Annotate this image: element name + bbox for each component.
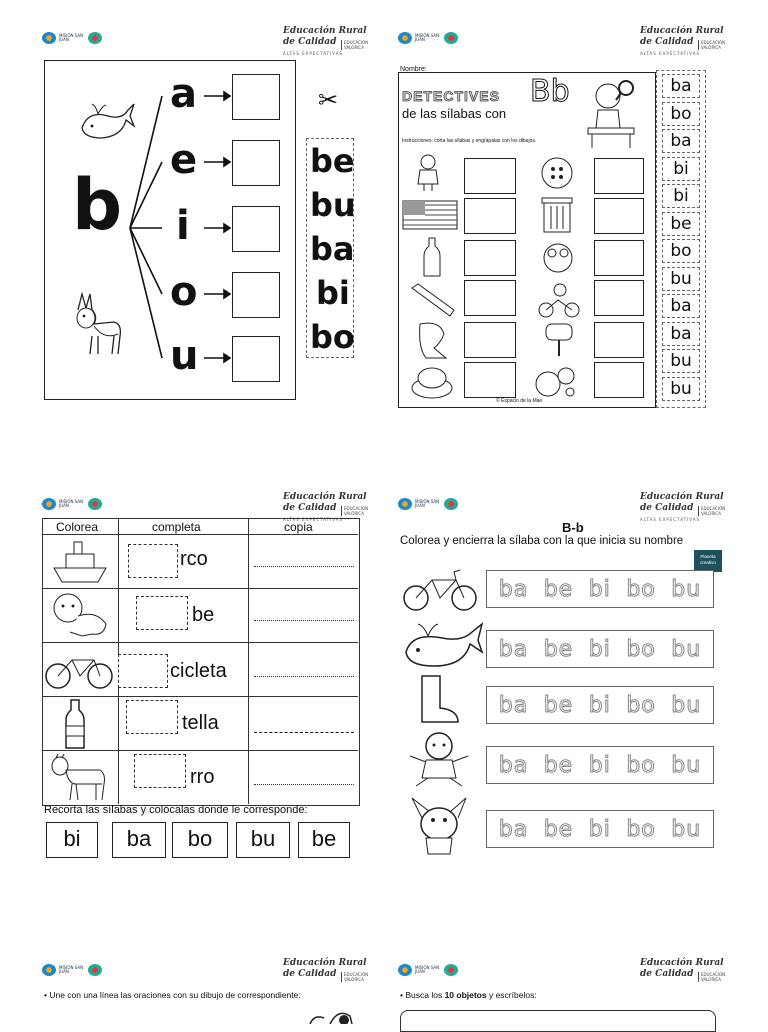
donkey-picture — [70, 290, 126, 358]
brand-block — [640, 26, 724, 59]
foundation-logo-icon — [444, 964, 458, 976]
copy-line[interactable] — [254, 784, 354, 785]
food-picture — [410, 362, 454, 400]
brand-sub: ALTAS EXPECTATIVAS — [640, 517, 701, 522]
header-logos — [42, 32, 102, 44]
flag-picture — [402, 200, 458, 230]
logo-text: MISIÓN SAN JUAN — [59, 33, 84, 42]
syllable-option[interactable]: ba — [498, 816, 529, 842]
syllable-option[interactable]: be — [543, 576, 574, 602]
syllable-option[interactable]: bu — [671, 816, 702, 842]
logo-text: MISIÓN SAN JUAN — [59, 499, 84, 508]
syllable-option[interactable]: bi — [588, 752, 611, 778]
school-logo-icon — [42, 964, 56, 976]
fill-box[interactable] — [118, 654, 168, 688]
fill-box[interactable] — [136, 596, 188, 630]
answer-box[interactable] — [464, 362, 516, 398]
foundation-logo-icon — [444, 498, 458, 510]
school-logo-icon — [42, 32, 56, 44]
ending-rro: rro — [190, 766, 215, 788]
tile-bo: bo — [187, 826, 213, 851]
row-divider — [42, 750, 358, 751]
bicycle-picture — [44, 646, 114, 692]
instruction-post: y escríbelos: — [486, 990, 537, 1000]
bicycle-picture — [402, 566, 478, 612]
brand-side1: EDUCACIÓN — [344, 972, 369, 977]
answer-box[interactable] — [594, 198, 644, 234]
syllable-choice-row — [486, 746, 714, 784]
vowel-e: e — [170, 137, 198, 183]
strip-syllable-box[interactable] — [662, 184, 700, 208]
brand-line2: de Calidad — [283, 503, 337, 513]
logo-text: MISIÓN SAN JUAN — [415, 499, 440, 508]
copy-line[interactable] — [254, 676, 354, 677]
syllable-option[interactable]: bo — [626, 816, 656, 842]
brand-side2: VALÓRICA — [701, 511, 721, 516]
strip-syllable: bo — [670, 241, 692, 261]
answer-box[interactable] — [594, 158, 644, 194]
row-divider — [42, 696, 358, 697]
vowel-o: o — [170, 269, 198, 315]
tile-bi: bi — [63, 826, 81, 851]
hidden-objects-frame — [400, 1010, 716, 1032]
instruction: Colorea y encierra la sílaba con la que inicia su nombre — [400, 535, 684, 547]
instructions: Instrucciones: corta las sílabas y engrápalas con los dibujos. — [402, 138, 537, 144]
tile-ba: ba — [126, 826, 152, 851]
donkey-picture — [46, 754, 114, 802]
strip-syllable-box[interactable] — [662, 74, 700, 98]
syllable-option[interactable]: bo — [626, 576, 656, 602]
strip-syllable: ba — [670, 131, 692, 151]
syllable-option[interactable]: ba — [498, 692, 529, 718]
strip-syllable-box[interactable] — [662, 212, 700, 236]
brand-line2: de Calidad — [640, 969, 694, 979]
brand-side1: EDUCACIÓN — [701, 506, 726, 511]
syllable-choice-row — [486, 570, 714, 608]
syllable-option[interactable]: ba — [498, 576, 529, 602]
logo-text: MISIÓN SAN JUAN — [415, 33, 440, 42]
brand-line1: Educación Rural — [640, 958, 724, 968]
row-divider — [42, 588, 358, 589]
syllable-option[interactable]: bi — [588, 636, 611, 662]
brand-sub: ALTAS EXPECTATIVAS — [283, 517, 344, 522]
boot-picture — [416, 674, 462, 726]
syllable-option[interactable]: bo — [626, 752, 656, 778]
strip-syllable-box[interactable] — [662, 157, 700, 181]
strip-syllable-box[interactable] — [662, 294, 700, 318]
answer-box[interactable] — [594, 280, 644, 316]
syllable-choice-row — [486, 810, 714, 848]
copy-line[interactable] — [254, 566, 354, 567]
answer-box[interactable] — [464, 158, 516, 194]
answer-box[interactable] — [594, 362, 644, 398]
foundation-logo-icon — [88, 32, 102, 44]
brand-sub: ALTAS EXPECTATIVAS — [283, 51, 344, 56]
brand-sub: ALTAS EXPECTATIVAS — [640, 51, 701, 56]
syllable-choice-row — [486, 686, 714, 724]
girl-picture — [408, 152, 448, 192]
header-colorea: Colorea — [56, 520, 99, 534]
foundation-logo-icon — [88, 498, 102, 510]
syllable-option[interactable]: be — [543, 692, 574, 718]
syllable-option[interactable]: ba — [498, 636, 529, 662]
brand-line1: Educación Rural — [640, 492, 724, 502]
header-logos — [398, 498, 458, 510]
answer-box[interactable] — [464, 198, 516, 234]
strip-syllable: bi — [673, 186, 689, 206]
cutout-syllable[interactable]: bu — [310, 186, 356, 224]
strip-syllable: bu — [670, 378, 692, 399]
strip-syllable-box[interactable] — [662, 349, 700, 373]
cutout-instruction: Recorta las sílabas y colócalas donde le corresponde: — [44, 804, 308, 816]
school-logo-icon — [398, 32, 412, 44]
syllable-option[interactable]: ba — [498, 752, 529, 778]
owl-picture — [540, 238, 576, 274]
brand-block — [283, 958, 367, 980]
name-label: Nombre: — [400, 66, 427, 73]
copy-line[interactable] — [254, 620, 354, 621]
header-logos — [42, 964, 102, 976]
syllable-option[interactable]: be — [543, 752, 574, 778]
bottle-picture — [420, 236, 444, 278]
brand-side2: VALÓRICA — [344, 511, 364, 516]
footer-credit: © Espacio de la Mae — [496, 398, 543, 404]
header-completa: completa — [152, 520, 201, 534]
bicycle-kid-picture — [536, 280, 582, 318]
syllable-choice-row — [486, 630, 714, 668]
brand-side2: VALÓRICA — [701, 45, 721, 50]
answer-box[interactable] — [594, 322, 644, 358]
ending-tella: tella — [182, 712, 219, 734]
header-logos — [398, 964, 458, 976]
big-Bb: Bb — [530, 74, 570, 109]
page-title: B-b — [562, 520, 584, 535]
bubbles-picture — [534, 364, 578, 398]
strip-syllable-box[interactable] — [662, 129, 700, 153]
fill-box[interactable] — [126, 700, 178, 734]
syllable-option[interactable]: bu — [671, 752, 702, 778]
cutout-syllable[interactable]: be — [310, 142, 355, 180]
answer-box[interactable] — [594, 240, 644, 276]
strip-syllable: ba — [670, 323, 692, 344]
strip-syllable-box[interactable] — [662, 267, 700, 291]
syllable-option[interactable]: bi — [588, 816, 611, 842]
instruction-pre: • Busca los — [400, 990, 445, 1000]
fill-box[interactable] — [128, 544, 178, 578]
strip-syllable: bi — [673, 158, 689, 179]
school-logo-icon — [398, 498, 412, 510]
brand-line1: Educación Rural — [640, 26, 724, 36]
strip-syllable-box[interactable] — [662, 322, 700, 346]
badge-line2: creativo — [700, 560, 716, 565]
answer-box[interactable] — [232, 74, 280, 120]
syllable-option[interactable]: bu — [671, 692, 702, 718]
vowel-u: u — [170, 333, 199, 379]
donkey-picture — [404, 794, 474, 856]
brand-side1: EDUCACIÓN — [701, 972, 726, 977]
syllable-option[interactable]: be — [543, 816, 574, 842]
ending-cicleta: cicleta — [170, 660, 227, 682]
brand-line1: Educación Rural — [283, 492, 367, 502]
foundation-logo-icon — [444, 32, 458, 44]
row-divider — [42, 534, 358, 535]
strip-syllable-box[interactable] — [662, 102, 700, 126]
strip-syllable-box[interactable] — [662, 377, 700, 401]
cutout-syllable[interactable]: bo — [310, 318, 355, 356]
brand-side1: EDUCACIÓN — [344, 40, 369, 45]
strip-syllable-box[interactable] — [662, 239, 700, 263]
strip-syllable: bo — [670, 103, 692, 124]
tile-be: be — [311, 826, 337, 851]
row-divider — [42, 642, 358, 643]
brand-line2: de Calidad — [640, 503, 694, 513]
drawing-picture — [304, 1008, 354, 1024]
boot-picture — [410, 320, 454, 362]
brand-line1: Educación Rural — [283, 26, 367, 36]
header-copia: copia — [284, 520, 313, 534]
instruction-bold: 10 objetos — [444, 990, 487, 1000]
answer-box[interactable] — [464, 280, 516, 316]
brand-line2: de Calidad — [283, 37, 337, 47]
syllable-option[interactable]: bi — [588, 576, 611, 602]
answer-box[interactable] — [464, 322, 516, 358]
planeta-creativo-badge — [694, 550, 722, 572]
scissors-icon: ✂ — [318, 86, 339, 114]
cutout-syllable[interactable]: ba — [310, 230, 355, 268]
ending-rco: rco — [180, 548, 208, 570]
tile-bu: bu — [250, 826, 276, 851]
brand-side2: VALÓRICA — [344, 45, 364, 50]
brand-line2: de Calidad — [283, 969, 337, 979]
detectives-title: DETECTIVES — [402, 88, 500, 104]
vowel-a: a — [170, 71, 197, 117]
brand-side2: VALÓRICA — [344, 977, 364, 982]
bat-picture — [408, 282, 458, 318]
baby-picture — [404, 730, 474, 790]
strip-syllable: bu — [670, 268, 692, 289]
brand-side1: EDUCACIÓN — [344, 506, 369, 511]
brand-block — [640, 492, 724, 525]
header-logos — [42, 498, 102, 510]
instruction — [400, 990, 537, 1000]
brand-line1: Educación Rural — [283, 958, 367, 968]
ending-be: be — [192, 604, 215, 626]
bottle-picture — [62, 698, 88, 750]
whale-picture — [402, 618, 484, 672]
badge-line1: Planeta — [700, 554, 716, 559]
big-letter-b: b — [72, 164, 123, 246]
col-divider — [248, 518, 249, 804]
strip-syllable: ba — [670, 296, 692, 316]
detective-girl-picture — [586, 76, 636, 150]
school-logo-icon — [398, 964, 412, 976]
answer-box[interactable] — [232, 140, 280, 186]
syllable-option[interactable]: bo — [626, 692, 656, 718]
answer-box[interactable] — [232, 206, 280, 252]
logo-text: MISIÓN SAN JUAN — [59, 965, 84, 974]
answer-box[interactable] — [464, 240, 516, 276]
instruction: • Une con una línea las oraciones con su dibujo de correspondiente: — [44, 990, 301, 1000]
strip-syllable: bu — [670, 351, 692, 371]
strip-syllable: ba — [670, 76, 692, 96]
foundation-logo-icon — [88, 964, 102, 976]
answer-box[interactable] — [232, 272, 280, 318]
brand-line2: de Calidad — [640, 37, 694, 47]
whale-picture — [78, 98, 136, 144]
subtitle: de las sílabas con — [402, 106, 507, 121]
syllable-option[interactable]: bu — [671, 576, 702, 602]
baby-picture — [48, 590, 112, 640]
brand-block — [283, 26, 367, 59]
header-logos — [398, 32, 458, 44]
cutout-syllable[interactable]: bi — [316, 274, 350, 312]
boat-picture — [50, 538, 110, 586]
brand-side1: EDUCACIÓN — [701, 40, 726, 45]
logo-text: MISIÓN SAN JUAN — [415, 965, 440, 974]
school-logo-icon — [42, 498, 56, 510]
strip-syllable: be — [670, 213, 692, 234]
syllable-option[interactable]: bo — [626, 636, 656, 662]
trash-can-picture — [540, 196, 574, 234]
fill-box[interactable] — [134, 754, 186, 788]
brand-side2: VALÓRICA — [701, 977, 721, 982]
button-picture — [540, 156, 574, 190]
copy-line[interactable] — [254, 732, 354, 733]
vowel-i: i — [176, 203, 190, 249]
syllable-option[interactable]: bu — [671, 636, 702, 662]
brand-block — [640, 958, 724, 980]
syllable-option[interactable]: be — [543, 636, 574, 662]
answer-box[interactable] — [232, 336, 280, 382]
mailbox-picture — [544, 322, 574, 358]
syllable-option[interactable]: bi — [588, 692, 611, 718]
